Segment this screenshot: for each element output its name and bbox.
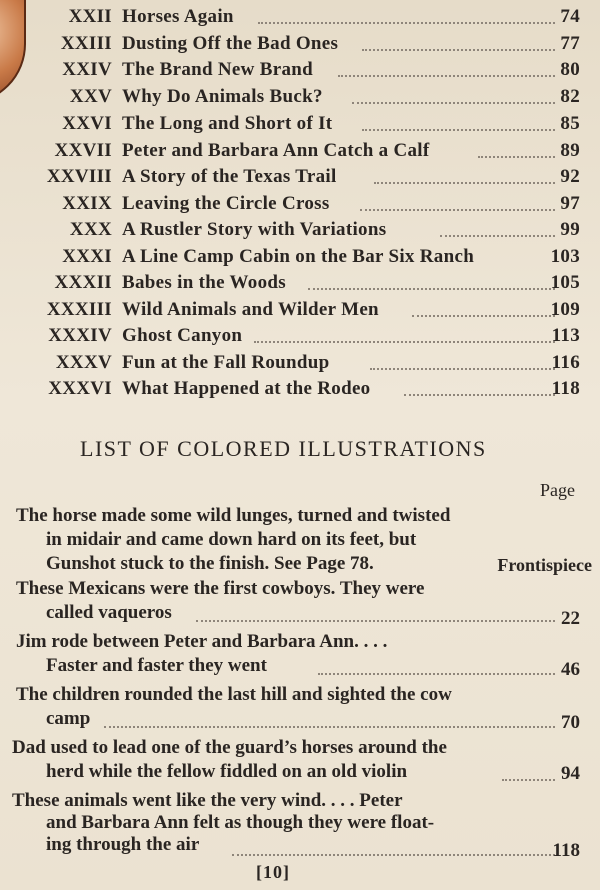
chapter-title: Babes in the Woods xyxy=(122,272,286,293)
chapter-title: The Brand New Brand xyxy=(122,59,313,80)
toc-row xyxy=(0,272,600,298)
chapter-page: 77 xyxy=(560,33,580,54)
illustration-caption-line: Faster and faster they went xyxy=(46,655,267,676)
toc-row xyxy=(0,193,600,219)
illustration-page: 94 xyxy=(561,763,580,784)
toc-row xyxy=(0,113,600,139)
toc-row xyxy=(0,219,600,245)
chapter-number: XXXIII xyxy=(46,299,112,320)
chapter-page: 74 xyxy=(560,6,580,27)
illustration-caption-line: Dad used to lead one of the guard’s horses around the xyxy=(12,737,447,758)
chapter-number: XXIV xyxy=(62,59,112,80)
leader-dots xyxy=(374,180,555,184)
leader-dots xyxy=(232,852,555,856)
chapter-page: 103 xyxy=(550,246,580,267)
chapter-title: A Story of the Texas Trail xyxy=(122,166,337,187)
illustration-caption-line: camp xyxy=(46,708,91,729)
chapter-number: XXX xyxy=(69,219,112,240)
chapter-title: A Line Camp Cabin on the Bar Six Ranch xyxy=(122,246,475,267)
chapter-page: 97 xyxy=(560,193,580,214)
leader-dots xyxy=(362,127,555,131)
chapter-page: 92 xyxy=(560,166,580,187)
chapter-number: XXV xyxy=(69,86,112,107)
leader-dots xyxy=(412,313,555,317)
toc-row xyxy=(0,299,600,325)
page-folio: [10] xyxy=(256,862,290,882)
toc-row xyxy=(0,6,600,32)
chapter-page: 82 xyxy=(560,86,580,107)
leader-dots xyxy=(308,286,555,290)
toc-row xyxy=(0,246,600,272)
illustration-caption-line: Gunshot stuck to the finish. See Page 78. xyxy=(46,553,374,574)
leader-dots xyxy=(352,100,555,104)
chapter-number: XXVIII xyxy=(46,166,112,187)
illustration-caption-line: in midair and came down hard on its feet, but xyxy=(46,529,417,550)
chapter-title: Ghost Canyon xyxy=(122,325,243,346)
chapter-number: XXXII xyxy=(54,272,112,293)
illustration-caption-line: and Barbara Ann felt as though they were float- xyxy=(46,812,435,833)
toc-row xyxy=(0,140,600,166)
toc-row xyxy=(0,86,600,112)
illustration-caption-line: Jim rode between Peter and Barbara Ann. . . . xyxy=(16,631,388,652)
chapter-number: XXII xyxy=(68,6,112,27)
chapter-number: XXIII xyxy=(60,33,112,54)
illustration-caption-line: These Mexicans were the first cowboys. They were xyxy=(16,578,425,599)
leader-dots xyxy=(196,618,555,622)
leader-dots xyxy=(338,73,555,77)
section-heading: LIST OF COLORED ILLUSTRATIONS xyxy=(80,436,487,461)
chapter-title: The Long and Short of It xyxy=(122,113,333,134)
leader-dots xyxy=(104,724,555,728)
chapter-title: Horses Again xyxy=(122,6,234,27)
leader-dots xyxy=(502,777,555,781)
chapter-title: Why Do Animals Buck? xyxy=(122,86,323,107)
illustration-page: 22 xyxy=(561,608,580,629)
chapter-page: 105 xyxy=(550,272,580,293)
chapter-title: Dusting Off the Bad Ones xyxy=(122,33,339,54)
chapter-page: 116 xyxy=(551,352,580,373)
leader-dots xyxy=(258,20,555,24)
chapter-page: 89 xyxy=(560,140,580,161)
illustration-caption-line: called vaqueros xyxy=(46,602,172,623)
illustration-page: Frontispiece xyxy=(497,555,592,575)
chapter-number: XXXI xyxy=(62,246,112,267)
leader-dots xyxy=(360,207,555,211)
toc-row xyxy=(0,33,600,59)
leader-dots xyxy=(318,671,555,675)
chapter-title: Wild Animals and Wilder Men xyxy=(122,299,379,320)
chapter-title: A Rustler Story with Variations xyxy=(122,219,387,240)
chapter-page: 109 xyxy=(550,299,580,320)
chapter-title: Peter and Barbara Ann Catch a Calf xyxy=(122,140,430,161)
illustration-page: 118 xyxy=(552,840,580,861)
toc-row xyxy=(0,166,600,192)
leader-dots xyxy=(478,154,555,158)
chapter-number: XXXV xyxy=(55,352,112,373)
chapter-page: 113 xyxy=(551,325,580,346)
chapter-page: 118 xyxy=(551,378,580,399)
chapter-number: XXVI xyxy=(62,113,112,134)
leader-dots xyxy=(362,47,555,51)
leader-dots xyxy=(440,233,555,237)
toc-row xyxy=(0,378,600,404)
chapter-title: Leaving the Circle Cross xyxy=(122,193,330,214)
leader-dots xyxy=(254,339,555,343)
illustration-caption-line: The horse made some wild lunges, turned and twisted xyxy=(16,505,451,526)
chapter-title: What Happened at the Rodeo xyxy=(122,378,371,399)
page-column-label: Page xyxy=(540,480,575,500)
toc-row xyxy=(0,59,600,85)
illustration-caption-line: The children rounded the last hill and sighted the cow xyxy=(16,684,452,705)
illustration-caption-line: These animals went like the very wind. . . . Peter xyxy=(12,790,403,811)
illustration-caption-line: herd while the fellow fiddled on an old violin xyxy=(46,761,408,782)
illustration-caption-line: ing through the air xyxy=(46,834,200,855)
leader-dots xyxy=(370,366,555,370)
toc-row xyxy=(0,352,600,378)
leader-dots xyxy=(404,392,555,396)
chapter-page: 80 xyxy=(560,59,580,80)
chapter-number: XXXIV xyxy=(48,325,112,346)
illustration-page: 46 xyxy=(561,659,580,680)
illustration-page: 70 xyxy=(561,712,580,733)
toc-row xyxy=(0,325,600,351)
chapter-number: XXVII xyxy=(54,140,112,161)
chapter-page: 99 xyxy=(560,219,580,240)
chapter-number: XXIX xyxy=(62,193,112,214)
chapter-title: Fun at the Fall Roundup xyxy=(122,352,330,373)
chapter-page: 85 xyxy=(560,113,580,134)
chapter-number: XXXVI xyxy=(48,378,112,399)
